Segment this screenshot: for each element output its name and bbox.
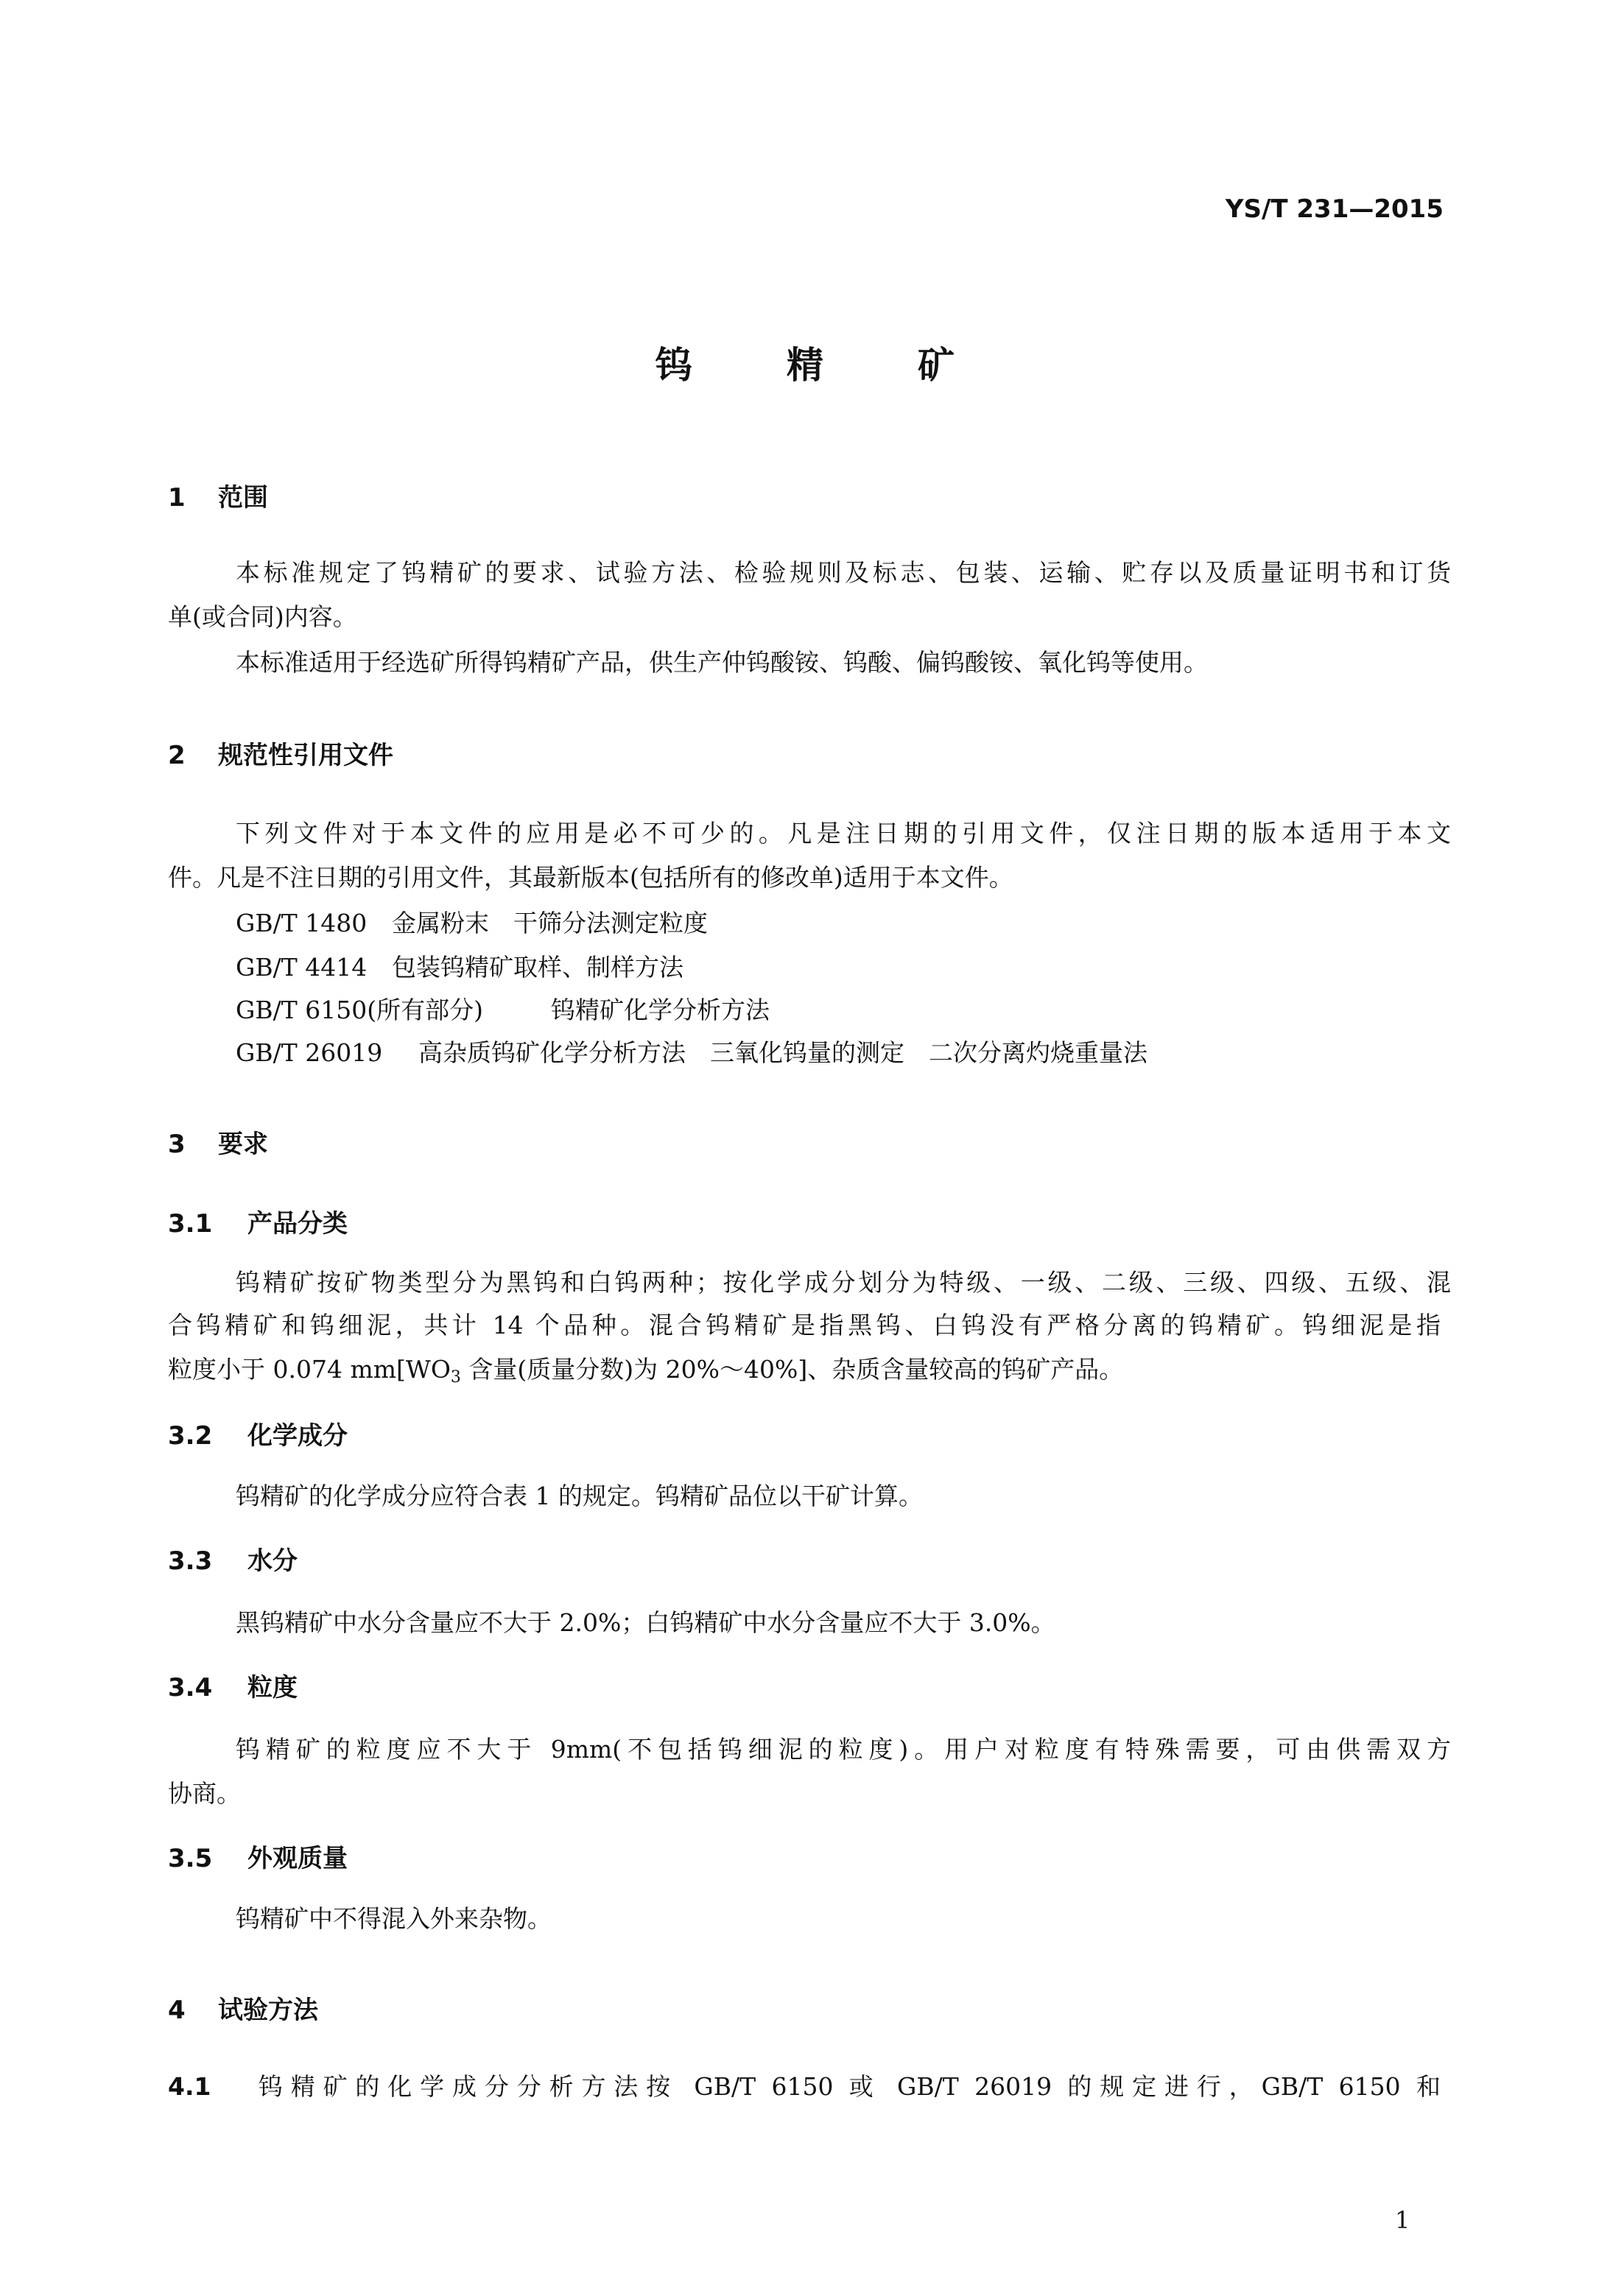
subscript-3: 3 bbox=[450, 1368, 461, 1387]
subsection-title: 产品分类 bbox=[247, 1209, 348, 1239]
s3-1-line-3-part-a: 粒度小于 0.074 mm[WO bbox=[168, 1355, 451, 1384]
page-number: 1 bbox=[1395, 2206, 1410, 2234]
standard-code: YS/T 231—2015 bbox=[1225, 194, 1444, 224]
s3-2-paragraph: 钨精矿的化学成分应符合表 1 的规定。钨精矿品位以干矿计算。 bbox=[236, 1482, 923, 1510]
s3-4-line-2: 协商。 bbox=[168, 1779, 241, 1808]
subsection-3-4-heading bbox=[168, 1667, 298, 1703]
s1-paragraph-1-line-2: 单(或合同)内容。 bbox=[168, 602, 357, 631]
subsection-number: 3.3 bbox=[168, 1546, 213, 1576]
s3-3-paragraph: 黑钨精矿中水分含量应不大于 2.0%；白钨精矿中水分含量应不大于 3.0%。 bbox=[236, 1608, 1055, 1637]
s1-paragraph-1-line-1: 本标准规定了钨精矿的要求、试验方法、检验规则及标志、包装、运输、贮存以及质量证明书和订货 bbox=[236, 558, 1451, 587]
section-number: 3 bbox=[168, 1130, 186, 1159]
subsection-number: 4.1 bbox=[168, 2072, 211, 2101]
s3-1-line-3 bbox=[168, 1351, 1123, 1387]
subsection-number: 3.4 bbox=[168, 1673, 213, 1702]
s4-1-paragraph bbox=[168, 2068, 1441, 2102]
subsection-3-5-heading bbox=[168, 1838, 348, 1874]
subsection-number: 3.1 bbox=[168, 1209, 213, 1239]
s2-paragraph-line-1: 下列文件对于本文件的应用是必不可少的。凡是注日期的引用文件，仅注日期的版本适用于本文 bbox=[236, 819, 1451, 848]
reference-code: GB/T 6150(所有部分) bbox=[236, 996, 483, 1024]
s3-1-line-2: 合钨精矿和钨细泥，共计 14 个品种。混合钨精矿是指黑钨、白钨没有严格分离的钨精矿。钨细泥是指 bbox=[168, 1311, 1441, 1339]
reference-item bbox=[236, 948, 683, 983]
subsection-3-1-heading bbox=[168, 1203, 348, 1239]
section-title: 规范性引用文件 bbox=[218, 741, 393, 770]
section-title: 试验方法 bbox=[218, 1996, 318, 2025]
reference-title: 金属粉末 干筛分法测定粒度 bbox=[392, 909, 708, 937]
page-title: 钨精矿 bbox=[655, 344, 1049, 387]
reference-item bbox=[236, 991, 770, 1026]
section-number: 4 bbox=[168, 1996, 186, 2025]
s1-paragraph-2: 本标准适用于经选矿所得钨精矿产品，供生产仲钨酸铵、钨酸、偏钨酸铵、氧化钨等使用。 bbox=[236, 648, 1208, 677]
subsection-number: 3.2 bbox=[168, 1421, 213, 1451]
reference-title: 包装钨精矿取样、制样方法 bbox=[392, 953, 683, 982]
reference-code: GB/T 1480 bbox=[236, 909, 368, 937]
reference-item bbox=[236, 904, 708, 939]
subsection-title: 水分 bbox=[247, 1546, 298, 1576]
subsection-3-3-heading bbox=[168, 1540, 298, 1577]
s3-1-line-1: 钨精矿按矿物类型分为黑钨和白钨两种；按化学成分划分为特级、一级、二级、三级、四级、五级、混 bbox=[236, 1268, 1451, 1297]
reference-code: GB/T 4414 bbox=[236, 953, 368, 982]
subsection-number: 3.5 bbox=[168, 1844, 213, 1873]
section-number: 2 bbox=[168, 741, 186, 770]
reference-title: 高杂质钨矿化学分析方法 三氧化钨量的测定 二次分离灼烧重量法 bbox=[418, 1038, 1147, 1067]
s4-1-text: 钨精矿的化学成分分析方法按 GB/T 6150 或 GB/T 26019 的规定进行，GB/T 6150 和 bbox=[250, 2072, 1441, 2101]
s2-paragraph-line-2: 件。凡是不注日期的引用文件，其最新版本(包括所有的修改单)适用于本文件。 bbox=[168, 863, 1013, 892]
reference-title: 钨精矿化学分析方法 bbox=[551, 996, 770, 1024]
section-title: 范围 bbox=[218, 483, 268, 513]
s3-5-paragraph: 钨精矿中不得混入外来杂物。 bbox=[236, 1904, 552, 1933]
reference-item bbox=[236, 1034, 1147, 1068]
subsection-title: 化学成分 bbox=[247, 1421, 348, 1451]
s3-1-line-3-part-b: 含量(质量分数)为 20%～40%]、杂质含量较高的钨矿产品。 bbox=[460, 1355, 1124, 1384]
section-number: 1 bbox=[168, 483, 186, 513]
subsection-title: 外观质量 bbox=[247, 1844, 348, 1873]
s3-4-line-1: 钨精矿的粒度应不大于 9mm(不包括钨细泥的粒度)。用户对粒度有特殊需要，可由供需双方 bbox=[236, 1735, 1451, 1764]
subsection-title: 粒度 bbox=[247, 1673, 298, 1702]
subsection-3-2-heading bbox=[168, 1415, 348, 1451]
section-1-heading bbox=[168, 477, 268, 513]
section-2-heading bbox=[168, 735, 393, 771]
section-title: 要求 bbox=[218, 1130, 268, 1159]
section-4-heading bbox=[168, 1990, 318, 2026]
reference-code: GB/T 26019 bbox=[236, 1038, 383, 1067]
section-3-heading bbox=[168, 1124, 268, 1160]
